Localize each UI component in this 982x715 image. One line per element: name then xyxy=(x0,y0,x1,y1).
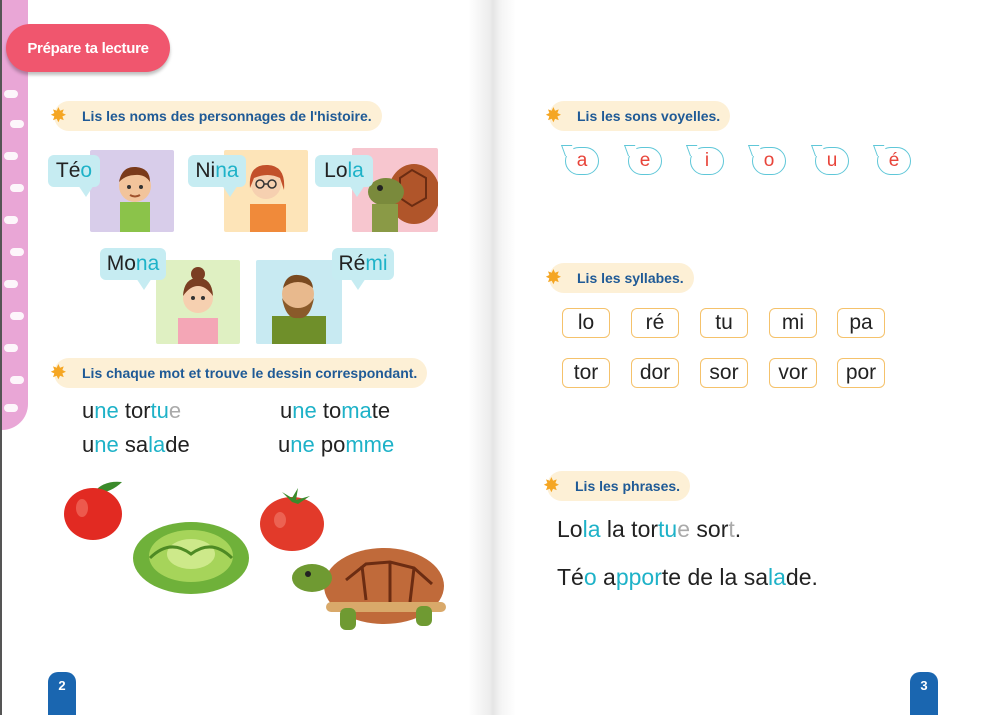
vowel-bubble: e xyxy=(628,147,662,175)
syllable-box: tu xyxy=(700,308,748,338)
sentence-2: Téo apporte de la salade. xyxy=(557,564,818,590)
syllable-box: por xyxy=(837,358,885,388)
name-bubble-remi: Ré mi xyxy=(332,248,394,280)
word-une-tortue: une tortue xyxy=(82,398,182,423)
sun-icon: ✸ xyxy=(50,105,67,127)
sun-icon: ✸ xyxy=(543,475,560,497)
sun-icon: ✸ xyxy=(545,105,562,127)
syllable-box: sor xyxy=(700,358,748,388)
word-une-tomate: une tomate xyxy=(280,398,391,423)
syllable-box: vor xyxy=(769,358,817,388)
syllable-box: lo xyxy=(562,308,610,338)
name-bubble-nina: Ni na xyxy=(188,155,246,187)
instruction-characters: ✸ Lis les noms des personnages de l'histoire. xyxy=(54,101,382,131)
vowel-bubble: a xyxy=(565,147,599,175)
instruction-vowels: ✸ Lis les sons voyelles. xyxy=(549,101,730,131)
sun-icon: ✸ xyxy=(545,267,562,289)
tomato-illustration xyxy=(258,484,326,552)
apple-illustration xyxy=(60,478,130,542)
instruction-words: ✸ Lis chaque mot et trouve le dessin correspondant. xyxy=(54,358,427,388)
section-banner xyxy=(6,24,170,72)
book-edge xyxy=(0,0,2,715)
banner-title: Prépare ta lecture xyxy=(27,39,149,57)
name-bubble-teo: Té o xyxy=(48,155,100,187)
page-number-right: 3 xyxy=(910,672,938,715)
syllable-box: dor xyxy=(631,358,679,388)
name-bubble-mona: Mo na xyxy=(100,248,166,280)
right-page xyxy=(491,0,982,715)
sun-icon: ✸ xyxy=(50,362,67,384)
turtle-illustration xyxy=(286,544,450,632)
instruction-sentences: ✸ Lis les phrases. xyxy=(547,471,690,501)
syllable-box: tor xyxy=(562,358,610,388)
syllable-box: ré xyxy=(631,308,679,338)
mona-illustration xyxy=(156,260,240,344)
vowel-bubble: u xyxy=(815,147,849,175)
page-number-left: 2 xyxy=(48,672,76,715)
vowel-bubble: o xyxy=(752,147,786,175)
name-bubble-lola: Lo la xyxy=(315,155,373,187)
book-spine xyxy=(468,0,516,715)
remi-illustration xyxy=(256,260,342,344)
word-une-pomme: une pomme xyxy=(278,432,395,457)
teo-illustration xyxy=(90,150,174,232)
vowel-bubble: é xyxy=(877,147,911,175)
word-une-salade: une salade xyxy=(82,432,190,457)
lettuce-illustration xyxy=(130,518,252,596)
vowel-bubble: i xyxy=(690,147,724,175)
instruction-syllables: ✸ Lis les syllabes. xyxy=(549,263,694,293)
syllable-box: pa xyxy=(837,308,885,338)
sentence-1: Lola la tortue sort. xyxy=(557,516,742,542)
syllable-box: mi xyxy=(769,308,817,338)
